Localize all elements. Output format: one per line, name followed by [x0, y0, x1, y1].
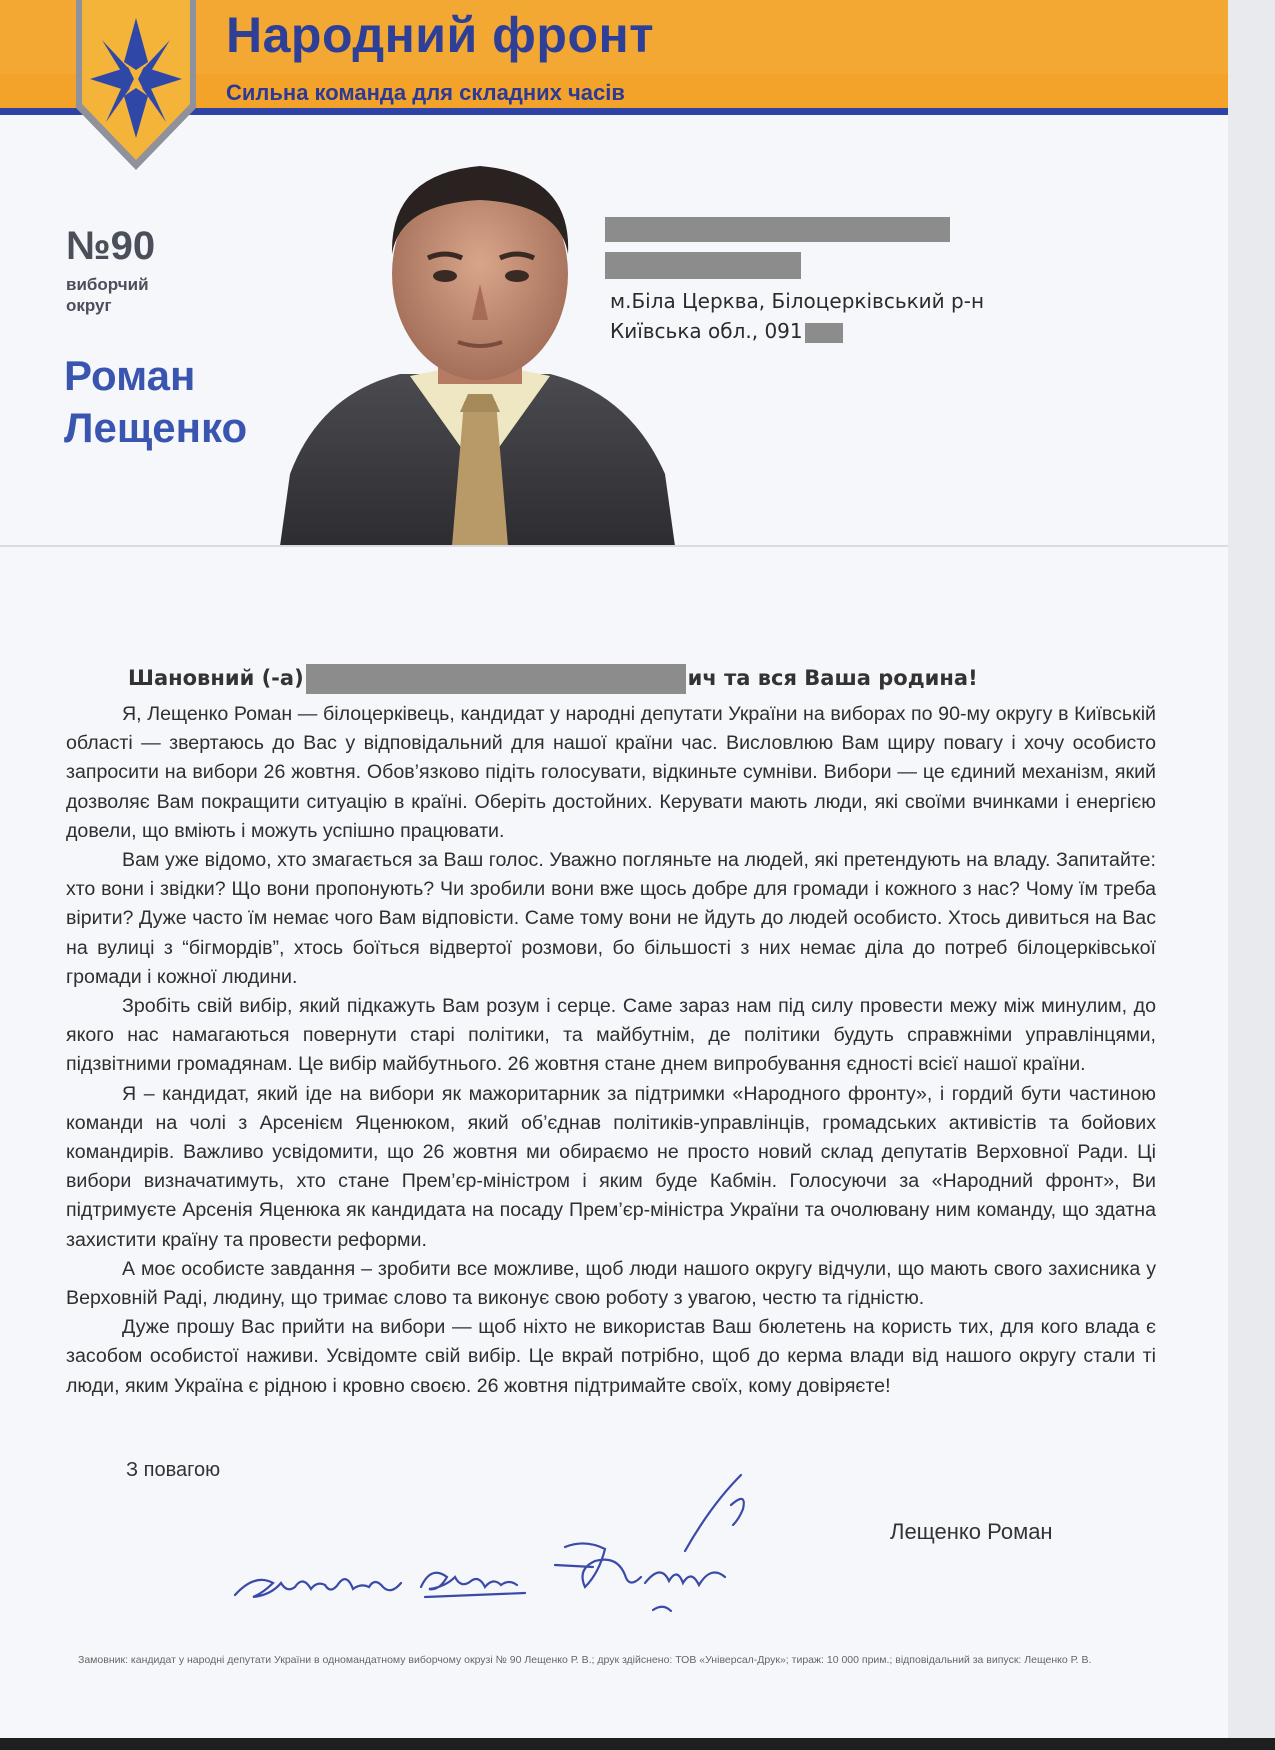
letter-body [66, 700, 1156, 1401]
candidate-name [64, 350, 294, 454]
redacted-recipient-first-name [306, 664, 686, 694]
scan-bottom-edge [0, 1738, 1275, 1750]
redacted-postcode [805, 323, 843, 343]
redacted-street [605, 252, 801, 279]
candidate-portrait-icon [280, 144, 675, 546]
letter-paragraph: Зробіть свій вибір, який підкажуть Вам розум і серце. Саме зараз нам під силу провести межу між минулим, до якого нас намагаються повернути старі політики, та майбутнім, де політики будуть справжніми управлінцями, підзвітними громадянам. Це вибір майбутнього. 26 жовтня стане днем випробування єдності всієї нашої країни. [66, 995, 1156, 1076]
party-star-shield-icon [72, 0, 200, 172]
print-imprint: Замовник: кандидат у народні депутати України в одномандатному виборчому окрузі № 90 Лещенко Р. В.; друк здійснено: ТОВ «Універсал-Друк»; тираж: 10 000 прим.; відповідальний за випуск: Лещенко Р. В. [78, 1654, 1092, 1666]
letter-paragraph: Дуже прошу Вас прийти на вибори — щоб ніхто не використав Ваш бюлетень на користь тих, для кого влада є засобом особистої наживи. Усвідомте свій вибір. Це вкрай потрібно, щоб до керма влади від нашого округу стали ті люди, яким Україна є рідною і кровно своєю. 26 жовтня підтримайте своїх, кому довіряєте! [66, 1316, 1156, 1397]
letter-paragraph: Я, Лещенко Роман — білоцерківець, кандидат у народні депутати України на виборах по 90-му округу в Київській області — звертаюсь до Вас у відповідальний для нашої країни час. Висловлюю Вам щиру повагу і хочу особисто запросити на вибори 26 жовтня. Обов’язково підіть голосувати, відкиньте сумніви. Вибори — це єдиний механізм, який дозволяє Вам покращити ситуацію в країні. Оберіть достойних. Керувати мають люди, які своїми вчинками і енергією довели, що вміють і можуть успішно працювати. [66, 703, 1156, 842]
address-line-2 [610, 319, 843, 343]
letter-paragraph: Я – кандидат, який іде на вибори як мажоритарник за підтримки «Народного фронту», і гордий бути частиною команди на чолі з Арсенієм Яценюком, який об’єднав політиків-управлінців, громадських активістів та бойових командирів. Важливо усвідомити, що 26 жовтня ми обираємо не просто новий склад депутатів Верховної Ради. Ці вибори визначатимуть, хто стане Прем’єр-міністром і яким буде Кабмін. Голосуючи за «Народний фронт», Ви підтримуєте Арсенія Яценюка як кандидата на посаду Прем’єр-міністра України та очолювану ним команду, що здатна захистити країну та провести реформи. [66, 1082, 1156, 1251]
fold-line [0, 545, 1228, 547]
signer-name: Лещенко Роман [890, 1519, 1053, 1544]
candidate-last-name: Лещенко [64, 404, 248, 451]
district-label: виборчий округ [66, 275, 149, 315]
candidate-first-name: Роман [64, 352, 196, 399]
party-slogan: Сильна команда для складних часів [226, 80, 625, 105]
scan-margin [1228, 0, 1275, 1750]
letter-paragraph: Вам уже відомо, хто змагається за Ваш голос. Уважно погляньте на людей, які претендують на владу. Запитайте: хто вони і звідки? Що вони пропонують? Чи зробили вони вже щось добре для громади і кожного з нас? Чому їм треба вірити? Дуже часто їм немає чого Вам відповісти. Саме тому вони не йдуть до людей особисто. Хтось дивиться на Вас на вулиці з “бігмордів”, хтось боїться відвертої розмови, бо більшості з них немає діла до потреб білоцерківської громади і кожної людини. [66, 849, 1156, 988]
letter-closing: З повагою [126, 1459, 221, 1481]
letter-greeting [128, 664, 978, 694]
party-name: Народний фронт [226, 7, 655, 63]
district-number: №90 [66, 224, 156, 268]
address-line-2-text: Київська обл., 091 [610, 319, 803, 343]
redacted-recipient-name [605, 217, 950, 242]
address-line-1: м.Біла Церква, Білоцерківський р-н [610, 289, 985, 313]
handwritten-signature-icon [225, 1465, 825, 1615]
greeting-end: ич та вся Ваша родина! [687, 666, 978, 690]
greeting-start: Шановний (-а) [128, 666, 304, 690]
letter-paragraph: А моє особисте завдання – зробити все можливе, щоб люди нашого округу відчули, що мають свого захисника у Верховній Раді, людину, що тримає слово та виконує свою роботу з увагою, честю та гідністю. [66, 1257, 1156, 1310]
